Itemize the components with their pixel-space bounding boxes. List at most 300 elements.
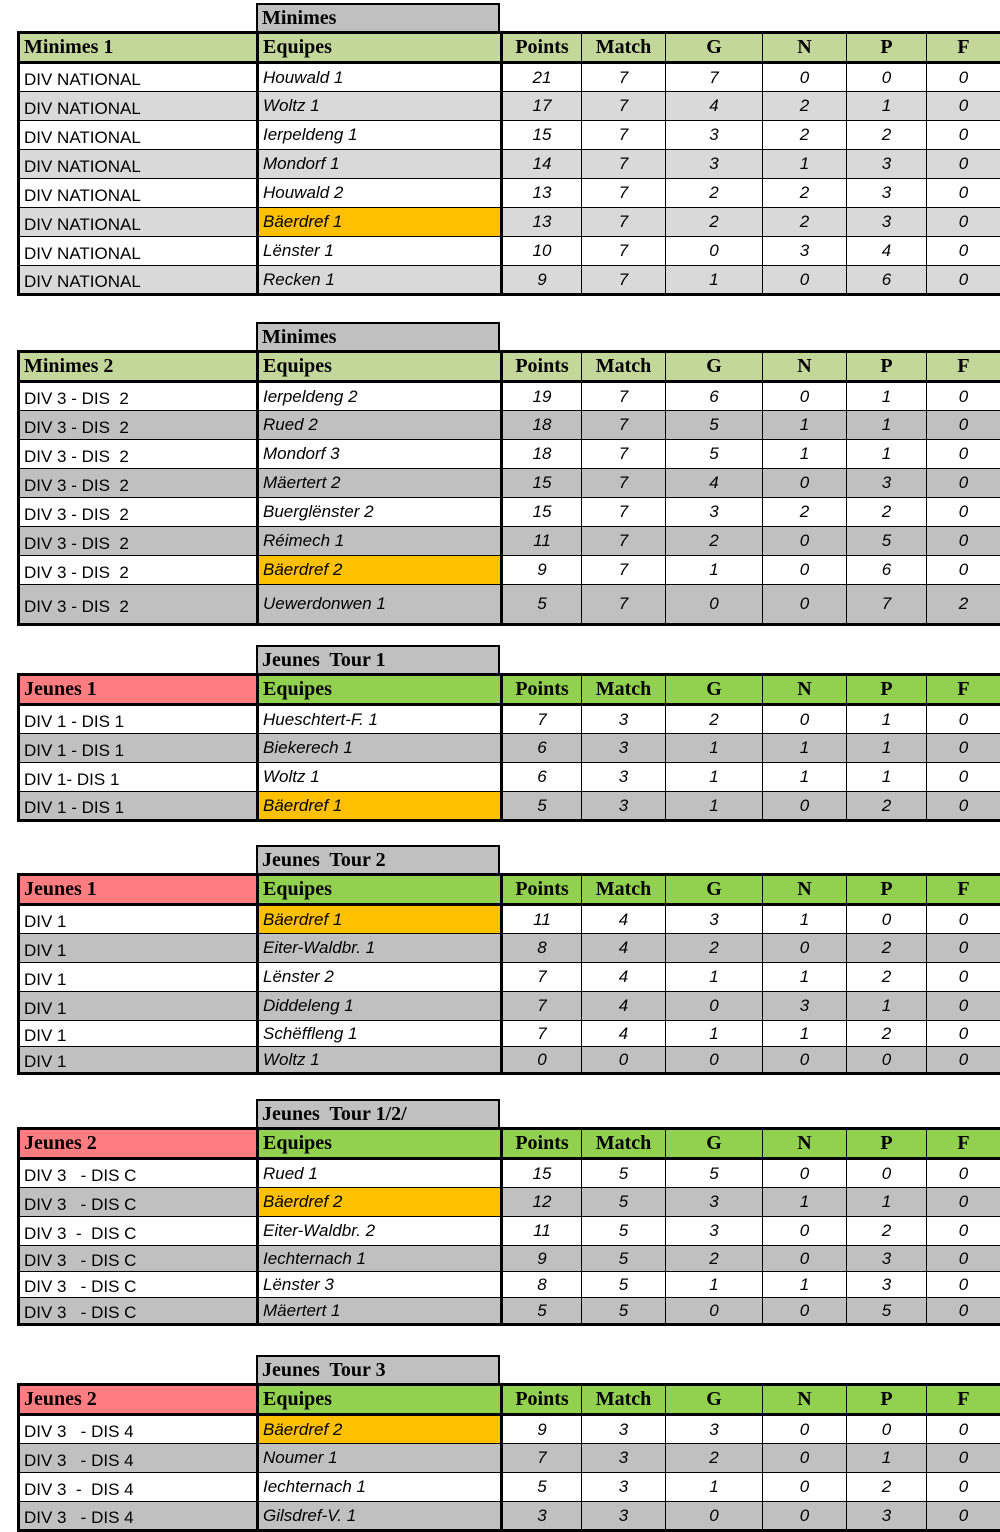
- match-cell: 7: [582, 121, 666, 150]
- f-cell: 0: [927, 1415, 1000, 1444]
- table-row: [19, 585, 1000, 625]
- table-row: [19, 440, 1000, 469]
- p-cell: 1: [847, 1188, 927, 1217]
- points-cell: 9: [502, 556, 582, 585]
- table-row: [19, 63, 1000, 92]
- team-cell: Iechternach 1: [258, 1246, 502, 1272]
- match-cell: 7: [582, 150, 666, 179]
- g-cell: 1: [666, 1021, 763, 1047]
- match-cell: 7: [582, 237, 666, 266]
- g-cell: 0: [666, 237, 763, 266]
- table-row: [19, 1246, 1000, 1272]
- team-cell: Ierpeldeng 2: [258, 382, 502, 411]
- n-cell: 0: [763, 1246, 847, 1272]
- points-cell: 7: [502, 963, 582, 992]
- division-cell: DIV 3 - DIS C: [19, 1298, 258, 1325]
- division-cell: DIV NATIONAL: [19, 266, 258, 295]
- column-header: Equipes: [258, 33, 502, 63]
- column-header: Points: [502, 33, 582, 63]
- points-cell: 10: [502, 237, 582, 266]
- f-cell: 0: [927, 1444, 1000, 1473]
- column-header: G: [666, 675, 763, 705]
- team-cell: Lënster 3: [258, 1272, 502, 1298]
- column-header: Points: [502, 1385, 582, 1415]
- f-cell: 0: [927, 469, 1000, 498]
- category-label: Jeunes 2: [19, 1385, 258, 1415]
- team-cell-highlighted: Bäerdref 2: [258, 556, 502, 585]
- p-cell: 0: [847, 1047, 927, 1074]
- column-header: Points: [502, 675, 582, 705]
- p-cell: 2: [847, 498, 927, 527]
- g-cell: 1: [666, 1272, 763, 1298]
- f-cell: 0: [927, 792, 1000, 821]
- g-cell: 5: [666, 440, 763, 469]
- division-cell: DIV 1 - DIS 1: [19, 792, 258, 821]
- f-cell: 0: [927, 411, 1000, 440]
- g-cell: 0: [666, 1502, 763, 1531]
- f-cell: 0: [927, 382, 1000, 411]
- f-cell: 0: [927, 237, 1000, 266]
- column-header: Match: [582, 1385, 666, 1415]
- p-cell: 0: [847, 1415, 927, 1444]
- n-cell: 1: [763, 1188, 847, 1217]
- points-cell: 7: [502, 1021, 582, 1047]
- division-cell: DIV 1 - DIS 1: [19, 705, 258, 734]
- points-cell: 7: [502, 1444, 582, 1473]
- points-cell: 5: [502, 585, 582, 625]
- match-cell: 7: [582, 440, 666, 469]
- p-cell: 2: [847, 1473, 927, 1502]
- column-header: N: [763, 352, 847, 382]
- g-cell: 1: [666, 734, 763, 763]
- division-cell: DIV 3 - DIS 2: [19, 498, 258, 527]
- column-header: G: [666, 875, 763, 905]
- table-row: [19, 792, 1000, 821]
- n-cell: 2: [763, 498, 847, 527]
- header-row: [19, 1385, 1000, 1415]
- division-cell: DIV 3 - DIS C: [19, 1246, 258, 1272]
- team-cell: Mäertert 1: [258, 1298, 502, 1325]
- match-cell: 3: [582, 763, 666, 792]
- n-cell: 1: [763, 963, 847, 992]
- n-cell: 1: [763, 1021, 847, 1047]
- g-cell: 0: [666, 1298, 763, 1325]
- g-cell: 3: [666, 905, 763, 934]
- points-cell: 8: [502, 934, 582, 963]
- standings-table: [17, 1383, 1000, 1532]
- match-cell: 3: [582, 705, 666, 734]
- p-cell: 2: [847, 1217, 927, 1246]
- f-cell: 0: [927, 440, 1000, 469]
- match-cell: 0: [582, 1047, 666, 1074]
- section-title: Minimes: [256, 322, 500, 350]
- table-row: [19, 382, 1000, 411]
- p-cell: 1: [847, 763, 927, 792]
- team-cell: Gilsdref-V. 1: [258, 1502, 502, 1531]
- p-cell: 3: [847, 469, 927, 498]
- g-cell: 0: [666, 585, 763, 625]
- match-cell: 3: [582, 1444, 666, 1473]
- table-row: [19, 556, 1000, 585]
- division-cell: DIV 1: [19, 963, 258, 992]
- f-cell: 0: [927, 1272, 1000, 1298]
- section-title: Jeunes Tour 1/2/: [256, 1099, 500, 1127]
- f-cell: 0: [927, 63, 1000, 92]
- match-cell: 4: [582, 992, 666, 1021]
- standings-table: [17, 31, 1000, 296]
- division-cell: DIV NATIONAL: [19, 208, 258, 237]
- g-cell: 3: [666, 498, 763, 527]
- match-cell: 7: [582, 208, 666, 237]
- g-cell: 5: [666, 1159, 763, 1188]
- p-cell: 5: [847, 1298, 927, 1325]
- division-cell: DIV 3 - DIS 2: [19, 469, 258, 498]
- table-row: [19, 1298, 1000, 1325]
- column-header: F: [927, 352, 1000, 382]
- team-cell: Woltz 1: [258, 92, 502, 121]
- standings-table: [17, 350, 1000, 626]
- table-row: [19, 1473, 1000, 1502]
- table-row: [19, 934, 1000, 963]
- p-cell: 6: [847, 556, 927, 585]
- n-cell: 0: [763, 266, 847, 295]
- n-cell: 2: [763, 121, 847, 150]
- table-row: [19, 469, 1000, 498]
- header-row: [19, 875, 1000, 905]
- table-row: [19, 92, 1000, 121]
- g-cell: 2: [666, 1246, 763, 1272]
- header-row: [19, 1129, 1000, 1159]
- division-cell: DIV 3 - DIS C: [19, 1217, 258, 1246]
- match-cell: 7: [582, 266, 666, 295]
- table-row: [19, 1217, 1000, 1246]
- p-cell: 1: [847, 734, 927, 763]
- n-cell: 3: [763, 992, 847, 1021]
- f-cell: 0: [927, 92, 1000, 121]
- match-cell: 5: [582, 1159, 666, 1188]
- team-cell: Iechternach 1: [258, 1473, 502, 1502]
- table-row: [19, 1415, 1000, 1444]
- n-cell: 1: [763, 411, 847, 440]
- division-cell: DIV 3 - DIS C: [19, 1159, 258, 1188]
- table-row: [19, 411, 1000, 440]
- p-cell: 3: [847, 208, 927, 237]
- f-cell: 0: [927, 1473, 1000, 1502]
- category-label: Minimes 2: [19, 352, 258, 382]
- column-header: P: [847, 33, 927, 63]
- points-cell: 8: [502, 1272, 582, 1298]
- match-cell: 5: [582, 1188, 666, 1217]
- division-cell: DIV 1: [19, 934, 258, 963]
- column-header: P: [847, 875, 927, 905]
- team-cell: Recken 1: [258, 266, 502, 295]
- division-cell: DIV NATIONAL: [19, 121, 258, 150]
- g-cell: 6: [666, 382, 763, 411]
- n-cell: 0: [763, 469, 847, 498]
- category-label: Jeunes 1: [19, 875, 258, 905]
- team-cell: Woltz 1: [258, 1047, 502, 1074]
- match-cell: 7: [582, 411, 666, 440]
- g-cell: 1: [666, 266, 763, 295]
- column-header: N: [763, 675, 847, 705]
- table-row: [19, 498, 1000, 527]
- f-cell: 0: [927, 1159, 1000, 1188]
- f-cell: 0: [927, 1217, 1000, 1246]
- points-cell: 15: [502, 1159, 582, 1188]
- table-row: [19, 992, 1000, 1021]
- p-cell: 0: [847, 63, 927, 92]
- match-cell: 7: [582, 469, 666, 498]
- team-cell: Lënster 1: [258, 237, 502, 266]
- n-cell: 1: [763, 440, 847, 469]
- g-cell: 0: [666, 992, 763, 1021]
- g-cell: 2: [666, 705, 763, 734]
- n-cell: 0: [763, 1047, 847, 1074]
- column-header: N: [763, 1385, 847, 1415]
- g-cell: 3: [666, 1415, 763, 1444]
- g-cell: 4: [666, 92, 763, 121]
- table-row: [19, 1502, 1000, 1531]
- table-row: [19, 963, 1000, 992]
- team-cell-highlighted: Bäerdref 2: [258, 1188, 502, 1217]
- g-cell: 1: [666, 1473, 763, 1502]
- match-cell: 7: [582, 527, 666, 556]
- match-cell: 4: [582, 905, 666, 934]
- n-cell: 1: [763, 763, 847, 792]
- section-title: Jeunes Tour 3: [256, 1355, 500, 1383]
- f-cell: 0: [927, 1246, 1000, 1272]
- team-cell: Hueschtert-F. 1: [258, 705, 502, 734]
- match-cell: 4: [582, 934, 666, 963]
- table-row: [19, 1159, 1000, 1188]
- division-cell: DIV 1: [19, 1047, 258, 1074]
- f-cell: 0: [927, 1021, 1000, 1047]
- f-cell: 0: [927, 992, 1000, 1021]
- division-cell: DIV NATIONAL: [19, 150, 258, 179]
- p-cell: 1: [847, 705, 927, 734]
- g-cell: 3: [666, 150, 763, 179]
- n-cell: 2: [763, 179, 847, 208]
- section-title: Minimes: [256, 3, 500, 31]
- column-header: P: [847, 352, 927, 382]
- points-cell: 9: [502, 1415, 582, 1444]
- n-cell: 0: [763, 1473, 847, 1502]
- f-cell: 0: [927, 179, 1000, 208]
- column-header: F: [927, 875, 1000, 905]
- points-cell: 12: [502, 1188, 582, 1217]
- team-cell: Noumer 1: [258, 1444, 502, 1473]
- division-cell: DIV 3 - DIS 4: [19, 1444, 258, 1473]
- points-cell: 0: [502, 1047, 582, 1074]
- column-header: Equipes: [258, 352, 502, 382]
- table-row: [19, 121, 1000, 150]
- column-header: Equipes: [258, 675, 502, 705]
- match-cell: 7: [582, 63, 666, 92]
- division-cell: DIV 3 - DIS 2: [19, 440, 258, 469]
- g-cell: 5: [666, 411, 763, 440]
- f-cell: 0: [927, 1188, 1000, 1217]
- column-header: N: [763, 33, 847, 63]
- f-cell: 0: [927, 1298, 1000, 1325]
- f-cell: 0: [927, 266, 1000, 295]
- g-cell: 1: [666, 792, 763, 821]
- team-cell: Lënster 2: [258, 963, 502, 992]
- column-header: F: [927, 1385, 1000, 1415]
- points-cell: 13: [502, 208, 582, 237]
- team-cell: Uewerdonwen 1: [258, 585, 502, 625]
- table-row: [19, 527, 1000, 556]
- division-cell: DIV 1: [19, 1021, 258, 1047]
- division-cell: DIV 3 - DIS 4: [19, 1502, 258, 1531]
- match-cell: 7: [582, 556, 666, 585]
- match-cell: 7: [582, 179, 666, 208]
- column-header: G: [666, 1385, 763, 1415]
- n-cell: 0: [763, 934, 847, 963]
- points-cell: 15: [502, 121, 582, 150]
- p-cell: 2: [847, 934, 927, 963]
- p-cell: 3: [847, 1246, 927, 1272]
- division-cell: DIV NATIONAL: [19, 92, 258, 121]
- team-cell: Schëffleng 1: [258, 1021, 502, 1047]
- g-cell: 1: [666, 763, 763, 792]
- p-cell: 5: [847, 527, 927, 556]
- team-cell: Mondorf 3: [258, 440, 502, 469]
- points-cell: 13: [502, 179, 582, 208]
- p-cell: 2: [847, 121, 927, 150]
- n-cell: 0: [763, 1217, 847, 1246]
- column-header: Match: [582, 675, 666, 705]
- table-row: [19, 237, 1000, 266]
- points-cell: 17: [502, 92, 582, 121]
- table-row: [19, 1272, 1000, 1298]
- team-cell-highlighted: Bäerdref 1: [258, 208, 502, 237]
- section-title: Jeunes Tour 2: [256, 845, 500, 873]
- p-cell: 0: [847, 1159, 927, 1188]
- match-cell: 4: [582, 1021, 666, 1047]
- match-cell: 3: [582, 1473, 666, 1502]
- header-row: [19, 675, 1000, 705]
- f-cell: 0: [927, 905, 1000, 934]
- n-cell: 0: [763, 63, 847, 92]
- points-cell: 9: [502, 266, 582, 295]
- standings-table: [17, 873, 1000, 1075]
- p-cell: 1: [847, 411, 927, 440]
- team-cell-highlighted: Bäerdref 1: [258, 905, 502, 934]
- n-cell: 0: [763, 1444, 847, 1473]
- f-cell: 0: [927, 527, 1000, 556]
- g-cell: 7: [666, 63, 763, 92]
- match-cell: 5: [582, 1298, 666, 1325]
- f-cell: 0: [927, 705, 1000, 734]
- p-cell: 7: [847, 585, 927, 625]
- g-cell: 0: [666, 1047, 763, 1074]
- n-cell: 3: [763, 237, 847, 266]
- f-cell: 0: [927, 763, 1000, 792]
- standings-table: [17, 673, 1000, 822]
- column-header: Equipes: [258, 1129, 502, 1159]
- n-cell: 1: [763, 150, 847, 179]
- n-cell: 1: [763, 1272, 847, 1298]
- points-cell: 11: [502, 905, 582, 934]
- f-cell: 0: [927, 934, 1000, 963]
- header-row: [19, 33, 1000, 63]
- division-cell: DIV NATIONAL: [19, 179, 258, 208]
- team-cell: Ierpeldeng 1: [258, 121, 502, 150]
- points-cell: 5: [502, 1473, 582, 1502]
- f-cell: 0: [927, 1502, 1000, 1531]
- team-cell: Eiter-Waldbr. 2: [258, 1217, 502, 1246]
- f-cell: 0: [927, 556, 1000, 585]
- table-row: [19, 905, 1000, 934]
- n-cell: 0: [763, 1298, 847, 1325]
- category-label: Jeunes 1: [19, 675, 258, 705]
- p-cell: 4: [847, 237, 927, 266]
- n-cell: 0: [763, 585, 847, 625]
- points-cell: 6: [502, 763, 582, 792]
- table-row: [19, 179, 1000, 208]
- n-cell: 0: [763, 556, 847, 585]
- column-header: Match: [582, 875, 666, 905]
- division-cell: DIV 3 - DIS 2: [19, 585, 258, 625]
- match-cell: 4: [582, 963, 666, 992]
- f-cell: 0: [927, 734, 1000, 763]
- team-cell-highlighted: Bäerdref 2: [258, 1415, 502, 1444]
- n-cell: 1: [763, 905, 847, 934]
- team-cell: Rued 2: [258, 411, 502, 440]
- division-cell: DIV 3 - DIS 2: [19, 382, 258, 411]
- table-row: [19, 266, 1000, 295]
- points-cell: 15: [502, 469, 582, 498]
- match-cell: 7: [582, 498, 666, 527]
- points-cell: 5: [502, 792, 582, 821]
- table-row: [19, 1021, 1000, 1047]
- division-cell: DIV 1: [19, 992, 258, 1021]
- n-cell: 0: [763, 1159, 847, 1188]
- team-cell-highlighted: Bäerdref 1: [258, 792, 502, 821]
- n-cell: 0: [763, 527, 847, 556]
- column-header: Match: [582, 33, 666, 63]
- column-header: N: [763, 875, 847, 905]
- points-cell: 11: [502, 1217, 582, 1246]
- category-label: Jeunes 2: [19, 1129, 258, 1159]
- match-cell: 5: [582, 1246, 666, 1272]
- p-cell: 1: [847, 92, 927, 121]
- p-cell: 3: [847, 1502, 927, 1531]
- column-header: Points: [502, 352, 582, 382]
- match-cell: 3: [582, 792, 666, 821]
- column-header: N: [763, 1129, 847, 1159]
- points-cell: 18: [502, 411, 582, 440]
- n-cell: 2: [763, 92, 847, 121]
- g-cell: 2: [666, 527, 763, 556]
- match-cell: 7: [582, 585, 666, 625]
- points-cell: 19: [502, 382, 582, 411]
- f-cell: 0: [927, 498, 1000, 527]
- division-cell: DIV 1 - DIS 1: [19, 734, 258, 763]
- f-cell: 0: [927, 121, 1000, 150]
- p-cell: 1: [847, 992, 927, 1021]
- n-cell: 0: [763, 1502, 847, 1531]
- g-cell: 1: [666, 556, 763, 585]
- category-label: Minimes 1: [19, 33, 258, 63]
- division-cell: DIV 3 - DIS C: [19, 1188, 258, 1217]
- header-row: [19, 352, 1000, 382]
- match-cell: 7: [582, 92, 666, 121]
- column-header: G: [666, 352, 763, 382]
- team-cell: Rued 1: [258, 1159, 502, 1188]
- team-cell: Diddeleng 1: [258, 992, 502, 1021]
- g-cell: 2: [666, 208, 763, 237]
